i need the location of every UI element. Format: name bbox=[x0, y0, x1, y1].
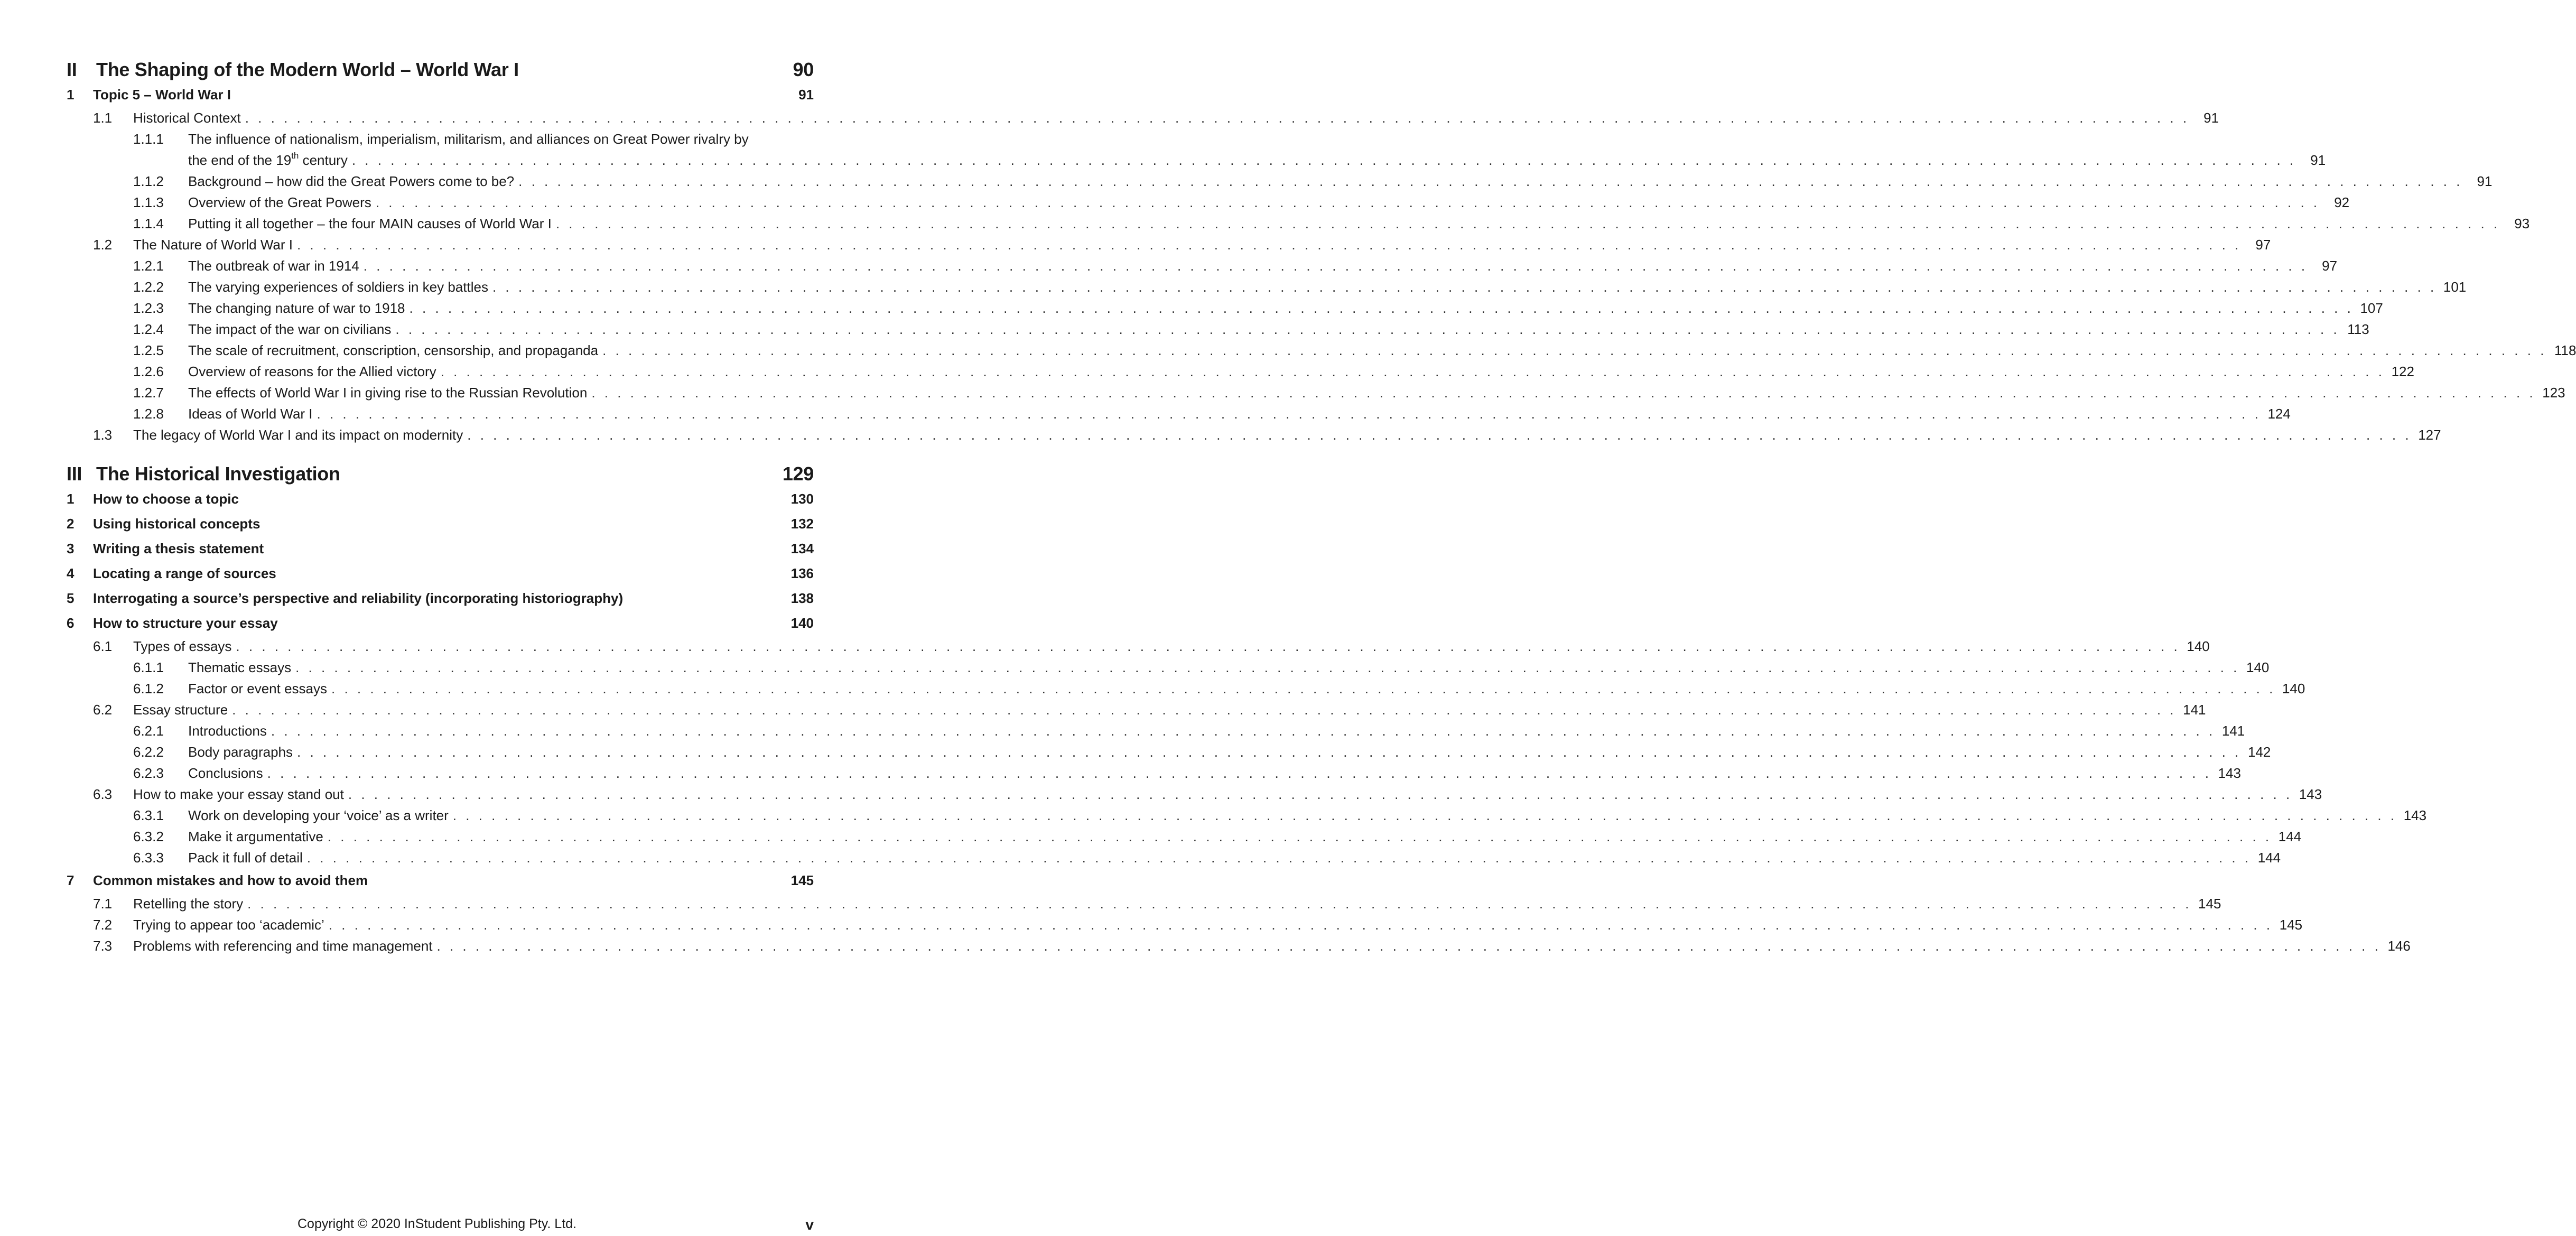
dot-leader bbox=[376, 192, 2320, 213]
entry-number: 4 bbox=[67, 565, 75, 581]
toc-subsection-entry[interactable] bbox=[67, 657, 2270, 678]
entry-number: 6.3.2 bbox=[133, 829, 164, 844]
entry-page-number: 140 bbox=[2187, 638, 2210, 654]
entry-number: 1.1.3 bbox=[133, 194, 164, 210]
entry-number: 1.1.1 bbox=[133, 131, 164, 147]
toc-subsection-entry[interactable] bbox=[67, 678, 2305, 699]
entry-title: Work on developing your ‘voice’ as a writer bbox=[188, 807, 449, 823]
toc-section-entry[interactable] bbox=[67, 636, 2210, 657]
toc-subsection-entry[interactable] bbox=[67, 847, 2281, 868]
part-page-number: 129 bbox=[782, 463, 814, 485]
entry-title-continued: the end of the 19th century bbox=[188, 151, 348, 168]
entry-number: 6.2.3 bbox=[133, 765, 164, 781]
entry-page-number: 140 bbox=[791, 615, 814, 631]
dot-leader bbox=[328, 826, 2272, 847]
entry-page-number: 122 bbox=[2391, 364, 2414, 379]
entry-number: 6.3.3 bbox=[133, 850, 164, 866]
entry-title: How to choose a topic bbox=[93, 491, 239, 507]
entry-number: 6 bbox=[67, 615, 75, 631]
entry-title: The effects of World War I in giving rise to the Russian Revolution bbox=[188, 385, 588, 401]
dot-leader bbox=[295, 657, 2239, 678]
entry-page-number: 140 bbox=[2246, 659, 2270, 675]
toc-subsection-entry[interactable] bbox=[67, 741, 2271, 763]
toc-subsection-entry[interactable] bbox=[67, 826, 2302, 847]
entry-title: Overview of the Great Powers bbox=[188, 194, 371, 210]
entry-number: 6.2.1 bbox=[133, 723, 164, 739]
dot-leader bbox=[245, 107, 2189, 128]
entry-number: 1 bbox=[67, 87, 75, 103]
dot-leader bbox=[518, 171, 2462, 192]
copyright-notice: Copyright © 2020 InStudent Publishing Pty. Ltd. bbox=[297, 1216, 576, 1231]
entry-title: The outbreak of war in 1914 bbox=[188, 258, 359, 274]
entry-title: Common mistakes and how to avoid them bbox=[93, 872, 368, 888]
entry-title: Introductions bbox=[188, 723, 267, 739]
entry-number: 6.2.2 bbox=[133, 744, 164, 760]
entry-number: 1.3 bbox=[93, 427, 113, 443]
toc-chapter-entry[interactable] bbox=[67, 82, 814, 107]
entry-title: The scale of recruitment, conscription, censorship, and propaganda bbox=[188, 342, 599, 358]
dot-leader bbox=[395, 319, 2339, 340]
toc-chapter-entry[interactable] bbox=[67, 536, 814, 561]
entry-title: Using historical concepts bbox=[93, 516, 261, 532]
toc-section-entry[interactable] bbox=[67, 784, 2322, 805]
entry-page-number: 127 bbox=[2418, 427, 2441, 443]
toc-section-entry[interactable] bbox=[67, 893, 2221, 914]
toc-chapter-entry[interactable] bbox=[67, 561, 814, 586]
entry-title: Putting it all together – the four MAIN causes of World War I bbox=[188, 216, 552, 231]
entry-page-number: 101 bbox=[2443, 279, 2467, 295]
toc-subsection-entry[interactable] bbox=[67, 319, 2369, 340]
entry-number: 6.1 bbox=[93, 638, 113, 654]
entry-number: 1.1.4 bbox=[133, 216, 164, 231]
toc-chapter-entry[interactable] bbox=[67, 512, 814, 536]
toc-subsection-entry[interactable] bbox=[67, 382, 2565, 403]
entry-page-number: 97 bbox=[2255, 237, 2271, 253]
entry-title: The varying experiences of soldiers in key battles bbox=[188, 279, 488, 295]
entry-number: 6.1.1 bbox=[133, 659, 164, 675]
entry-number: 7 bbox=[67, 872, 75, 888]
entry-number: 6.3.1 bbox=[133, 807, 164, 823]
part-title: The Historical Investigation bbox=[96, 463, 340, 485]
entry-title: How to structure your essay bbox=[93, 615, 278, 631]
entry-number: 1.2.3 bbox=[133, 300, 164, 316]
dot-leader bbox=[453, 805, 2397, 826]
part-page-number: 90 bbox=[793, 59, 814, 80]
dot-leader bbox=[247, 893, 2191, 914]
entry-number: 1.2 bbox=[93, 237, 113, 253]
entry-number: 1.2.7 bbox=[133, 385, 164, 401]
entry-page-number: 97 bbox=[2322, 258, 2338, 274]
entry-page-number: 93 bbox=[2514, 216, 2530, 231]
toc-section-entry[interactable] bbox=[67, 699, 2206, 720]
entry-page-number: 113 bbox=[2347, 321, 2369, 337]
dot-leader bbox=[317, 403, 2261, 424]
toc-subsection-entry[interactable] bbox=[67, 403, 2291, 424]
dot-leader bbox=[267, 763, 2211, 784]
entry-title: Background – how did the Great Powers come to be? bbox=[188, 173, 515, 189]
entry-page-number: 145 bbox=[2279, 917, 2303, 933]
toc-subsection-entry[interactable] bbox=[67, 763, 2241, 784]
entry-title: Factor or event essays bbox=[188, 681, 327, 696]
entry-title: Historical Context bbox=[133, 110, 241, 126]
entry-title: Ideas of World War I bbox=[188, 406, 313, 422]
entry-title: Body paragraphs bbox=[188, 744, 293, 760]
part-heading[interactable] bbox=[67, 461, 814, 487]
toc-section-entry[interactable] bbox=[67, 424, 2441, 445]
entry-page-number: 107 bbox=[2360, 300, 2383, 316]
entry-title: The Nature of World War I bbox=[133, 237, 293, 253]
entry-title: Interrogating a source’s perspective and reliability (incorporating historiography) bbox=[93, 590, 624, 606]
toc-subsection-entry[interactable] bbox=[67, 720, 2245, 741]
entry-title: Problems with referencing and time management bbox=[133, 938, 433, 954]
toc-section-entry[interactable] bbox=[67, 107, 2219, 128]
entry-number: 6.2 bbox=[93, 702, 113, 718]
dot-leader bbox=[352, 150, 2296, 171]
toc-chapter-entry[interactable] bbox=[67, 487, 814, 512]
toc-chapter-entry[interactable] bbox=[67, 586, 814, 611]
entry-title: Topic 5 – World War I bbox=[93, 87, 231, 103]
toc-section-entry[interactable] bbox=[67, 935, 2411, 956]
dot-leader bbox=[348, 784, 2292, 805]
entry-page-number: 91 bbox=[798, 87, 814, 103]
dot-leader bbox=[297, 234, 2241, 255]
entry-title: Make it argumentative bbox=[188, 829, 323, 844]
entry-title: Types of essays bbox=[133, 638, 232, 654]
toc-subsection-entry[interactable] bbox=[67, 171, 2493, 192]
dot-leader bbox=[602, 340, 2546, 361]
part-numeral: II bbox=[67, 59, 77, 80]
table-of-contents bbox=[67, 57, 2576, 956]
entry-title: Locating a range of sources bbox=[93, 565, 276, 581]
dot-leader bbox=[329, 914, 2273, 935]
part-heading[interactable] bbox=[67, 57, 814, 82]
dot-leader bbox=[591, 382, 2535, 403]
entry-page-number: 146 bbox=[2387, 938, 2411, 954]
dot-leader bbox=[297, 741, 2241, 763]
part-numeral: III bbox=[67, 463, 82, 485]
toc-subsection-entry[interactable] bbox=[67, 276, 2467, 298]
entry-number: 1 bbox=[67, 491, 75, 507]
entry-title: Overview of reasons for the Allied victory bbox=[188, 364, 436, 379]
toc-section-entry[interactable] bbox=[67, 234, 2271, 255]
entry-page-number: 124 bbox=[2267, 406, 2291, 422]
entry-page-number: 144 bbox=[2278, 829, 2302, 844]
entry-number: 6.3 bbox=[93, 786, 113, 802]
toc-subsection-entry[interactable] bbox=[67, 255, 2338, 276]
entry-page-number: 91 bbox=[2477, 173, 2493, 189]
entry-number: 7.1 bbox=[93, 896, 113, 912]
entry-title: Essay structure bbox=[133, 702, 228, 718]
entry-number: 3 bbox=[67, 541, 75, 556]
entry-page-number: 140 bbox=[2282, 681, 2305, 696]
entry-title: Writing a thesis statement bbox=[93, 541, 264, 556]
entry-page-number: 145 bbox=[2198, 896, 2221, 912]
dot-leader bbox=[410, 298, 2354, 319]
entry-page-number: 92 bbox=[2334, 194, 2350, 210]
dot-leader bbox=[271, 720, 2215, 741]
entry-title: The changing nature of war to 1918 bbox=[188, 300, 405, 316]
entry-number: 1.1 bbox=[93, 110, 113, 126]
entry-page-number: 142 bbox=[2247, 744, 2271, 760]
entry-page-number: 138 bbox=[791, 590, 814, 606]
entry-page-number: 130 bbox=[791, 491, 814, 507]
page-number: v bbox=[805, 1216, 814, 1233]
toc-section-entry[interactable] bbox=[67, 914, 2303, 935]
entry-page-number: 144 bbox=[2257, 850, 2281, 866]
dot-leader bbox=[232, 699, 2176, 720]
entry-number: 1.2.5 bbox=[133, 342, 164, 358]
dot-leader bbox=[236, 636, 2180, 657]
entry-title: The impact of the war on civilians bbox=[188, 321, 392, 337]
entry-number: 1.2.4 bbox=[133, 321, 164, 337]
entry-number: 5 bbox=[67, 590, 75, 606]
entry-page-number: 118 bbox=[2554, 342, 2576, 358]
entry-title: Trying to appear too ‘academic’ bbox=[133, 917, 324, 933]
toc-chapter-entry[interactable] bbox=[67, 611, 814, 636]
toc-chapter-entry[interactable] bbox=[67, 868, 814, 893]
dot-leader bbox=[556, 213, 2500, 234]
dot-leader bbox=[467, 424, 2411, 445]
entry-page-number: 91 bbox=[2310, 152, 2326, 168]
entry-number: 1.2.8 bbox=[133, 406, 164, 422]
entry-title: How to make your essay stand out bbox=[133, 786, 344, 802]
entry-title: The influence of nationalism, imperialism, militarism, and alliances on Great Power rivalry by bbox=[188, 131, 749, 147]
entry-page-number: 145 bbox=[791, 872, 814, 888]
entry-page-number: 136 bbox=[791, 565, 814, 581]
entry-number: 7.3 bbox=[93, 938, 113, 954]
entry-number: 1.2.2 bbox=[133, 279, 164, 295]
toc-subsection-entry[interactable] bbox=[67, 128, 2326, 171]
entry-title: Conclusions bbox=[188, 765, 263, 781]
entry-number: 6.1.2 bbox=[133, 681, 164, 696]
entry-number: 2 bbox=[67, 516, 75, 532]
entry-number: 1.2.1 bbox=[133, 258, 164, 274]
dot-leader bbox=[364, 255, 2308, 276]
dot-leader bbox=[437, 935, 2381, 956]
entry-number: 7.2 bbox=[93, 917, 113, 933]
entry-page-number: 141 bbox=[2221, 723, 2245, 739]
toc-subsection-entry[interactable] bbox=[67, 298, 2383, 319]
entry-number: 1.1.2 bbox=[133, 173, 164, 189]
dot-leader bbox=[331, 678, 2275, 699]
entry-number: 1.2.6 bbox=[133, 364, 164, 379]
entry-title: Pack it full of detail bbox=[188, 850, 303, 866]
entry-page-number: 143 bbox=[2403, 807, 2427, 823]
toc-subsection-entry[interactable] bbox=[67, 192, 2350, 213]
dot-leader bbox=[441, 361, 2385, 382]
entry-page-number: 134 bbox=[791, 541, 814, 556]
entry-page-number: 143 bbox=[2299, 786, 2322, 802]
entry-page-number: 143 bbox=[2218, 765, 2241, 781]
entry-page-number: 141 bbox=[2183, 702, 2206, 718]
dot-leader bbox=[492, 276, 2436, 298]
toc-subsection-entry[interactable] bbox=[67, 805, 2427, 826]
dot-leader bbox=[307, 847, 2251, 868]
entry-page-number: 91 bbox=[2203, 110, 2219, 126]
toc-subsection-entry[interactable] bbox=[67, 213, 2530, 234]
entry-title: The legacy of World War I and its impact on modernity bbox=[133, 427, 463, 443]
toc-subsection-entry[interactable] bbox=[67, 340, 2576, 361]
toc-subsection-entry[interactable] bbox=[67, 361, 2414, 382]
entry-title: Thematic essays bbox=[188, 659, 292, 675]
entry-page-number: 123 bbox=[2542, 385, 2565, 401]
part-title: The Shaping of the Modern World – World War I bbox=[96, 59, 519, 80]
entry-page-number: 132 bbox=[791, 516, 814, 532]
entry-title: Retelling the story bbox=[133, 896, 244, 912]
